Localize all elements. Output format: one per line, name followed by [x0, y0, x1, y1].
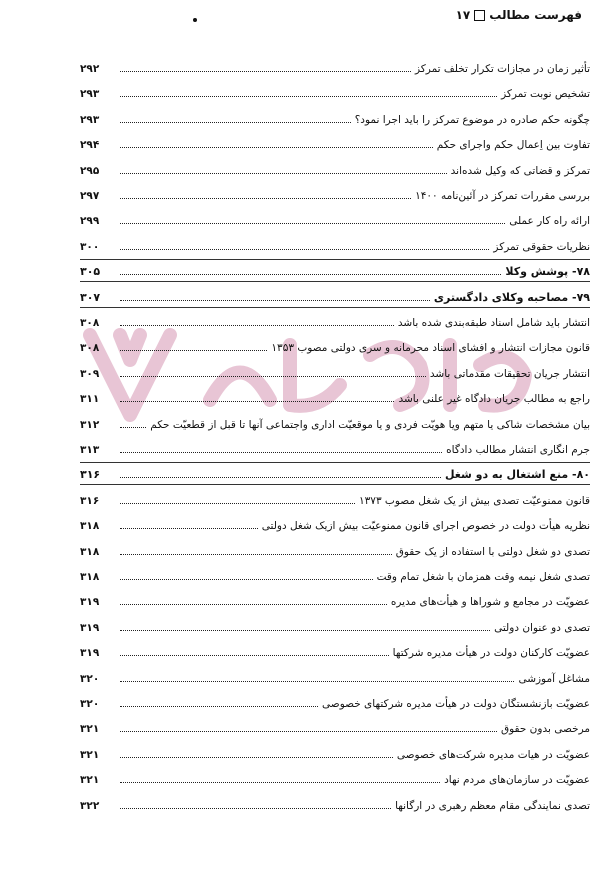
toc-page-number: ۳۰۷	[80, 290, 101, 304]
toc-entry-title: ۷۹- مصاحبه وکلای دادگستری	[433, 290, 590, 304]
dot-leader	[120, 147, 433, 148]
toc-page-number: ۳۲۰	[80, 672, 100, 685]
toc-page-number: ۳۱۹	[80, 596, 100, 609]
dot-leader	[120, 477, 441, 478]
toc-entry-row[interactable]	[80, 365, 590, 381]
chapter-divider	[80, 462, 590, 463]
toc-page-number: ۲۹۷	[80, 190, 100, 202]
toc-entry-row[interactable]	[80, 111, 590, 127]
toc-page-number: ۲۹۳	[80, 113, 100, 126]
toc-page-number: ۳۲۱	[80, 723, 100, 736]
dot-leader	[120, 782, 440, 783]
toc-page-number: ۳۱۱	[80, 393, 100, 406]
header-page-number: ۱۷	[455, 8, 471, 22]
dot-leader	[120, 96, 497, 97]
chapter-divider	[80, 307, 590, 308]
toc-entry-title: تصدی دو شغل دولتی با استفاده از یک حقوق	[395, 545, 590, 558]
dot-leader	[120, 808, 391, 809]
toc-entry-row[interactable]	[80, 441, 590, 457]
toc-page-number: ۲۹۴	[80, 139, 100, 152]
toc-entry-title: تأثیر زمان در مجازات تکرار تخلف تمرکز	[415, 63, 590, 75]
toc-page-number: ۲۹۵	[80, 164, 100, 177]
dot-leader	[120, 223, 505, 224]
toc-page-number: ۳۰۵	[80, 265, 101, 279]
toc-page-number: ۳۱۸	[80, 571, 100, 583]
toc-entry-row[interactable]	[80, 187, 590, 203]
dot-leader	[120, 350, 267, 351]
dot-leader	[120, 173, 447, 174]
toc-entry-title: بیان مشخصات شاکی یا متهم ویا هویّت فردی و یا موقعیّت اداری واجتماعی آنها تا قبل از قطعیّت حکم	[150, 418, 590, 431]
dot-leader	[120, 427, 146, 428]
toc-page-number: ۳۰۹	[80, 367, 100, 380]
toc-entry-row[interactable]	[80, 60, 590, 76]
dot-leader	[120, 706, 318, 707]
toc-entry-title: تصدی دو عنوان دولتی	[494, 621, 590, 634]
toc-page-number: ۳۲۰	[80, 698, 100, 710]
dot-leader	[120, 198, 411, 199]
dot-leader	[120, 401, 394, 402]
dot-leader	[120, 300, 430, 301]
toc-entry-row[interactable]	[80, 339, 590, 355]
toc-entry-row[interactable]	[80, 238, 590, 254]
toc-page-number: ۳۲۱	[80, 748, 100, 761]
toc-entry-title: ۷۸- پوشش وکلا	[505, 265, 590, 279]
toc-entry-row[interactable]	[80, 390, 590, 406]
toc-chapter-row[interactable]	[80, 263, 590, 279]
header-dot-icon	[193, 18, 197, 22]
toc-page-number: ۳۱۸	[80, 545, 100, 558]
toc-entry-title: انتشار جریان تحقیقات مقدماتی باشد	[429, 367, 590, 380]
toc-entry-title: انتشار باید شامل اسناد طبقه‌بندی شده باشد	[397, 317, 590, 329]
toc-entry-title: نظریه هیأت دولت در خصوص اجرای قانون ممنوعیّت بیش ازیک شغل دولتی	[261, 520, 590, 533]
toc-page-number: ۲۹۳	[80, 88, 100, 101]
toc-entry-title: عضویّت در مجامع و شوراها و هیأت‌های مدیره	[390, 596, 590, 609]
toc-entry-row[interactable]	[80, 314, 590, 330]
toc-entry-row[interactable]	[80, 644, 590, 660]
toc-page-number: ۳۱۲	[80, 418, 100, 431]
toc-entry-title: جرم انگاری انتشار مطالب دادگاه	[446, 444, 590, 456]
toc-entry-row[interactable]	[80, 136, 590, 152]
toc-page-number: ۳۱۶	[80, 494, 100, 507]
dot-leader	[120, 528, 258, 529]
toc-entry-title: عضویّت در هیات مدیره شرکت‌های خصوصی	[396, 748, 590, 761]
toc-entry-title: تمرکز و قضاتی که وکیل شده‌اند	[450, 164, 590, 177]
toc-page-number: ۳۱۳	[80, 444, 100, 456]
dot-leader	[120, 71, 411, 72]
running-header	[456, 8, 582, 22]
toc-entry-row[interactable]	[80, 492, 590, 508]
dot-leader	[120, 503, 355, 504]
toc-entry-title: ارائه راه کار عملی	[509, 215, 590, 228]
toc-chapter-row[interactable]	[80, 466, 590, 482]
toc-page-number: ۳۱۶	[80, 468, 101, 482]
square-ornament-icon	[474, 10, 485, 21]
toc-entry-title: چگونه حکم صادره در موضوع تمرکز را باید اجرا نمود؟	[354, 113, 590, 126]
chapter-divider	[80, 259, 590, 260]
toc-entry-row[interactable]	[80, 593, 590, 609]
toc-entry-title: بررسی مقررات تمرکز در آئین‌نامه ۱۴۰۰	[415, 190, 590, 202]
toc-entry-row[interactable]	[80, 670, 590, 686]
toc-entry-row[interactable]	[80, 797, 590, 813]
toc-page-number: ۳۰۸	[80, 317, 100, 329]
toc-entry-title: عضویّت کارکنان دولت در هیأت مدیره شرکتها	[392, 647, 590, 660]
toc-entry-row[interactable]	[80, 619, 590, 635]
dot-leader	[120, 579, 373, 580]
toc-entry-title: قانون مجازات انتشار و افشای اسناد محرمانه و سری دولتی مصوب ۱۳۵۳	[271, 342, 590, 355]
dot-leader	[120, 274, 501, 275]
toc-entry-title: عضویّت بازنشستگان دولت در هیأت مدیره شرکتهای خصوصی	[322, 698, 590, 710]
toc-entry-row[interactable]	[80, 212, 590, 228]
toc-entry-row[interactable]	[80, 85, 590, 101]
toc-entry-title: عضویّت در سازمان‌های مردم نهاد	[444, 774, 590, 787]
dot-leader	[120, 731, 497, 732]
toc-entry-row[interactable]	[80, 162, 590, 178]
toc-entry-title: قانون ممنوعیّت تصدی بیش از یک شغل مصوب ۱۳۷۳	[359, 494, 590, 507]
toc-entry-row[interactable]	[80, 771, 590, 787]
toc-page-number: ۳۲۱	[80, 774, 100, 787]
dot-leader	[120, 325, 394, 326]
toc-entry-row[interactable]	[80, 568, 590, 584]
toc-entry-title: راجع به مطالب جریان دادگاه غیر علنی باشد	[398, 393, 590, 406]
dot-leader	[120, 554, 392, 555]
dot-leader	[120, 757, 393, 758]
toc-entry-row[interactable]	[80, 416, 590, 432]
toc-entry-row[interactable]	[80, 695, 590, 711]
toc-entry-title: تفاوت بین اِعمال حکم واجرای حکم	[436, 139, 590, 152]
chapter-divider	[80, 484, 590, 485]
toc-entry-title: نظریات حقوقی تمرکز	[493, 240, 590, 253]
toc-entry-row[interactable]	[80, 543, 590, 559]
header-title: فهرست مطالب	[489, 8, 582, 22]
toc-page-number: ۳۱۹	[80, 647, 100, 660]
dot-leader	[120, 681, 514, 682]
dot-leader	[120, 249, 489, 250]
toc-page-number: ۲۹۲	[80, 63, 100, 75]
toc-page-number: ۳۰۸	[80, 342, 100, 355]
dot-leader	[120, 604, 387, 605]
toc-chapter-row[interactable]	[80, 289, 590, 305]
dot-leader	[120, 630, 490, 631]
dot-leader	[120, 655, 389, 656]
toc-entry-title: مرخصی بدون حقوق	[500, 723, 590, 736]
toc-entry-title: ۸۰- منع اشتغال به دو شغل	[444, 468, 590, 482]
toc-page-number: ۳۰۰	[80, 240, 100, 253]
toc-entry-title: تصدی شغل نیمه وقت همزمان با شغل تمام وقت	[376, 571, 590, 583]
toc-entry-title: مشاغل آموزشی	[518, 672, 590, 685]
dot-leader	[120, 122, 351, 123]
toc-entry-row[interactable]	[80, 746, 590, 762]
toc-entry-row[interactable]	[80, 517, 590, 533]
toc-page-number: ۳۱۹	[80, 621, 100, 634]
dot-leader	[120, 376, 426, 377]
chapter-divider	[80, 281, 590, 282]
toc-entry-title: تصدی نمایندگی مقام معظم رهبری در ارگانها	[395, 799, 590, 812]
toc-page-number: ۲۹۹	[80, 215, 100, 228]
toc-page-number: ۳۲۲	[80, 799, 100, 812]
toc-entry-row[interactable]	[80, 720, 590, 736]
dot-leader	[120, 452, 442, 453]
toc-page-number: ۳۱۸	[80, 520, 100, 533]
toc-entry-title: تشخیص نوبت تمرکز	[501, 88, 590, 101]
